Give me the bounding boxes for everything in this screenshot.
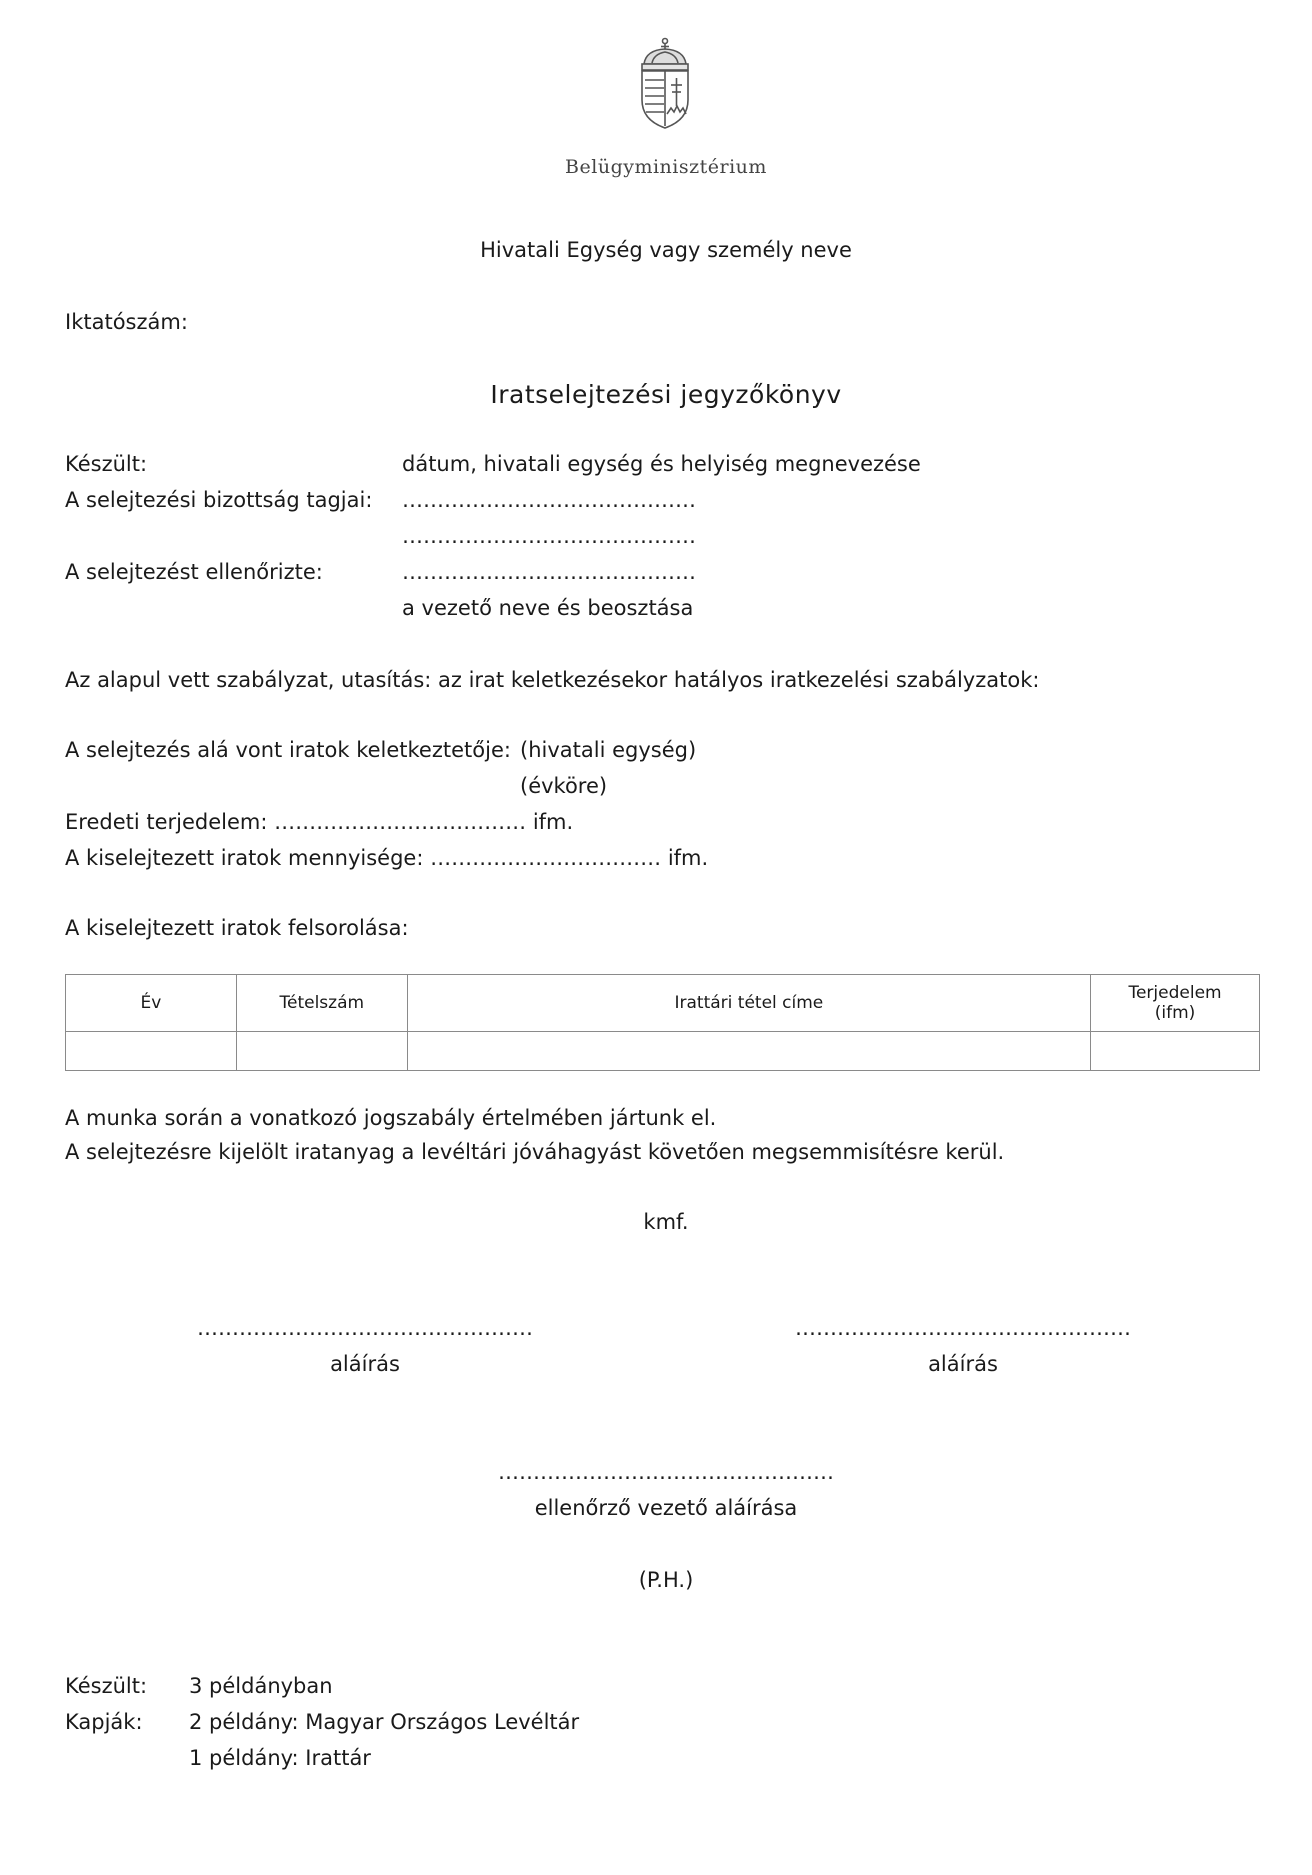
column-header-extent: [1091, 975, 1260, 1032]
table-row: [66, 1032, 1260, 1071]
discarded-items-table: [65, 974, 1260, 1071]
unit-name: Hivatali Egység vagy személy neve: [480, 238, 852, 262]
discarded-amount-label: A kiselejtezett iratok mennyisége:: [65, 846, 424, 870]
discarded-amount-dots: ……………………………: [430, 846, 662, 870]
footer-recipient-1: 2 példány: Magyar Országos Levéltár: [189, 1710, 580, 1734]
creator-years: (évköre): [520, 774, 608, 798]
footer-made-value: 3 példányban: [189, 1674, 333, 1698]
discarded-amount-line: [65, 848, 708, 869]
document-title: Iratselejtezési jegyzőkönyv: [490, 380, 842, 409]
table-cell[interactable]: [236, 1032, 407, 1071]
signature-dots-right: …………………………………………: [795, 1316, 1131, 1340]
committee-label: A selejtezési bizottság tagjai:: [65, 488, 373, 512]
signature-dots-left: …………………………………………: [197, 1316, 533, 1340]
coat-of-arms-logo: [636, 36, 694, 130]
statement-line-2: A selejtezésre kijelölt iratanyag a levéltári jóváhagyást követően megsemmisítésre kerül.: [65, 1140, 1005, 1164]
creator-label: A selejtezés alá vont iratok keletkeztetője:: [65, 738, 511, 762]
column-header-year: Év: [66, 975, 237, 1032]
head-signature-caption: ellenőrző vezető aláírása: [534, 1496, 798, 1520]
footer-made-label: Készült:: [65, 1674, 148, 1698]
table-cell[interactable]: [66, 1032, 237, 1071]
committee-member-dots: ……………………………………: [402, 488, 696, 512]
made-label: Készült:: [65, 452, 148, 476]
list-label: A kiselejtezett iratok felsorolása:: [65, 916, 409, 940]
stamp-placeholder: (P.H.): [638, 1568, 694, 1592]
original-extent-line: [65, 812, 573, 833]
table-header-row: [66, 975, 1260, 1032]
creator-value: (hivatali egység): [520, 738, 697, 762]
footer-recipients-label: Kapják:: [65, 1710, 143, 1734]
checked-by-label: A selejtezést ellenőrizte:: [65, 560, 323, 584]
column-header-extent-unit: (ifm): [1154, 1003, 1196, 1023]
checked-by-dots: ……………………………………: [402, 560, 696, 584]
ministry-name: Belügyminisztérium: [565, 156, 767, 178]
registry-number-label: Iktatószám:: [65, 310, 188, 334]
committee-member-dots: ……………………………………: [402, 524, 696, 548]
head-signature-dots: …………………………………………: [498, 1460, 834, 1484]
signature-caption-right: aláírás: [928, 1352, 998, 1376]
column-header-extent-label: Terjedelem: [1128, 982, 1222, 1003]
original-extent-unit: ifm.: [532, 810, 574, 834]
column-header-item-title: Irattári tétel címe: [407, 975, 1090, 1032]
regulation-text: Az alapul vett szabályzat, utasítás: az irat keletkezésekor hatályos iratkezelési szabályzatok:: [65, 668, 1040, 692]
original-extent-label: Eredeti terjedelem:: [65, 810, 268, 834]
signature-caption-left: aláírás: [330, 1352, 400, 1376]
statement-line-1: A munka során a vonatkozó jogszabály értelmében jártunk el.: [65, 1106, 717, 1130]
table-cell[interactable]: [407, 1032, 1090, 1071]
kmf-text: kmf.: [643, 1210, 689, 1234]
original-extent-dots: ………………………………: [274, 810, 527, 834]
footer-recipient-2: 1 példány: Irattár: [189, 1746, 371, 1770]
table-cell[interactable]: [1091, 1032, 1260, 1071]
checked-by-caption: a vezető neve és beosztása: [402, 596, 694, 620]
discarded-amount-unit: ifm.: [667, 846, 709, 870]
made-value: dátum, hivatali egység és helyiség megnevezése: [402, 452, 921, 476]
column-header-item-number: Tételszám: [236, 975, 407, 1032]
